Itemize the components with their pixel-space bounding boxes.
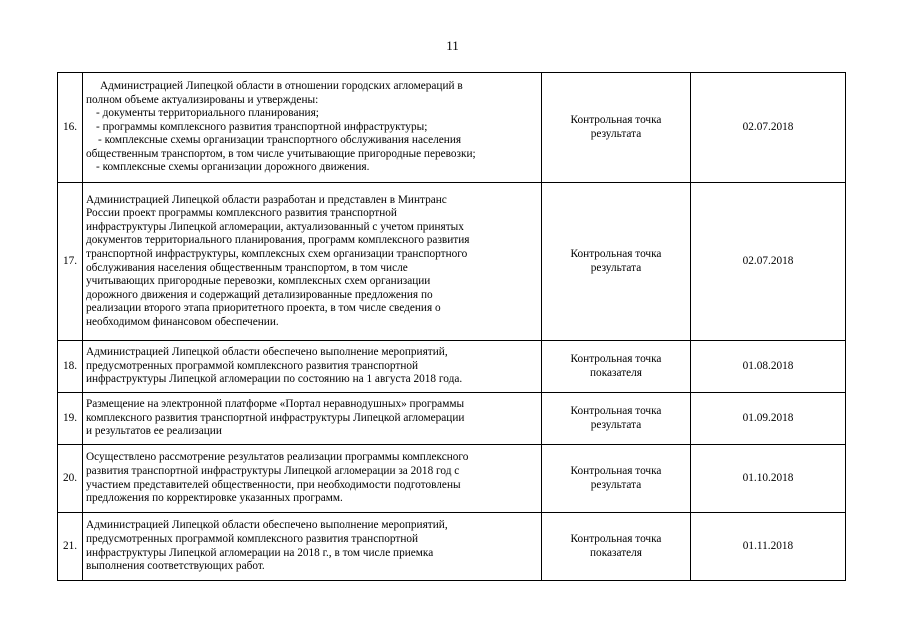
description-line: инфраструктуры Липецкой агломерации на 2018 г., в том числе приемка: [86, 546, 434, 559]
row-date: 01.11.2018: [691, 513, 846, 581]
type-line: Контрольная точка: [570, 113, 662, 126]
description-line: предложения по корректировке указанных программ.: [86, 492, 343, 505]
description-line: учитывающих пригородные перевозки, комплексных схем организации: [86, 275, 431, 288]
row-description: [83, 393, 542, 445]
table-row: [58, 393, 846, 445]
description-line: Размещение на электронной платформе «Портал неравнодушных» программы: [86, 398, 465, 411]
type-line: показателя: [590, 546, 642, 559]
description-line: Администрацией Липецкой области обеспечено выполнение мероприятий,: [86, 519, 448, 532]
row-number: 16.: [58, 73, 83, 183]
type-line: Контрольная точка: [570, 247, 662, 260]
type-line: результата: [590, 261, 642, 274]
row-type: [542, 73, 691, 183]
table-row: [58, 341, 846, 393]
type-line: показателя: [590, 366, 642, 379]
description-line: - комплексные схемы организации транспортного обслуживания населения: [98, 134, 462, 147]
row-type: [542, 513, 691, 581]
row-number: 20.: [58, 445, 83, 513]
description-line: предусмотренных программой комплексного развития транспортной: [86, 532, 419, 545]
description-line: дорожного движения и содержащий детализированные предложения по: [86, 288, 433, 301]
row-type: [542, 341, 691, 393]
description-line: транспортной инфраструктуры, комплексных схем организации транспортного: [86, 247, 468, 260]
row-type: [542, 183, 691, 341]
page-number: 11: [446, 38, 459, 53]
table-row: [58, 445, 846, 513]
row-description: [83, 513, 542, 581]
description-line: обслуживания населения общественным транспортом, в том числе: [86, 261, 408, 274]
row-description: [83, 73, 542, 183]
description-line: развития транспортной инфраструктуры Липецкой агломерации за 2018 год с: [86, 464, 460, 477]
description-line: Администрацией Липецкой области разработан и представлен в Минтранс: [86, 193, 447, 206]
type-line: Контрольная точка: [570, 352, 662, 365]
description-line: - комплексные схемы организации дорожного движения.: [96, 161, 370, 174]
row-type: [542, 393, 691, 445]
description-line: России проект программы комплексного развития транспортной: [86, 207, 397, 220]
description-line: Осуществлено рассмотрение результатов реализации программы комплексного: [86, 451, 469, 464]
description-line: - документы территориального планирования;: [96, 107, 319, 120]
description-line: реализации второго этапа приоритетного проекта, в том числе сведения о: [86, 302, 441, 315]
row-description: [83, 445, 542, 513]
description-line: предусмотренных программой комплексного развития транспортной: [86, 359, 419, 372]
description-line: - программы комплексного развития транспортной инфраструктуры;: [96, 120, 428, 133]
type-line: результата: [590, 418, 642, 431]
row-type: [542, 445, 691, 513]
row-date: 01.10.2018: [691, 445, 846, 513]
type-line: Контрольная точка: [570, 404, 662, 417]
description-line: и результатов ее реализации: [86, 425, 222, 438]
milestones-table: [57, 72, 846, 581]
type-line: Контрольная точка: [570, 464, 662, 477]
description-line: полном объеме актуализированы и утверждены:: [86, 93, 319, 106]
row-description: [83, 341, 542, 393]
description-line: необходимом финансовом обеспечении.: [86, 315, 279, 328]
row-number: 18.: [58, 341, 83, 393]
description-line: документов территориального планирования, программ комплексного развития: [86, 234, 470, 247]
description-line: Администрацией Липецкой области обеспечено выполнение мероприятий,: [86, 346, 448, 359]
description-line: Администрацией Липецкой области в отношении городских агломераций в: [100, 79, 463, 92]
row-date: 02.07.2018: [691, 73, 846, 183]
row-number: 21.: [58, 513, 83, 581]
description-line: общественным транспортом, в том числе учитывающие пригородные перевозки;: [86, 147, 476, 160]
type-line: Контрольная точка: [570, 532, 662, 545]
description-line: участием представителей общественности, при необходимости подготовлены: [86, 478, 461, 491]
row-description: [83, 183, 542, 341]
row-date: 01.08.2018: [691, 341, 846, 393]
table-row: [58, 183, 846, 341]
row-date: 01.09.2018: [691, 393, 846, 445]
description-line: выполнения соответствующих работ.: [86, 560, 265, 573]
description-line: комплексного развития транспортной инфраструктуры Липецкой агломерации: [86, 411, 465, 424]
row-date: 02.07.2018: [691, 183, 846, 341]
row-number: 19.: [58, 393, 83, 445]
table-row: [58, 513, 846, 581]
description-line: инфраструктуры Липецкой агломерации по состоянию на 1 августа 2018 года.: [86, 373, 463, 386]
type-line: результата: [590, 478, 642, 491]
row-number: 17.: [58, 183, 83, 341]
description-line: инфраструктуры Липецкой агломерации, актуализованный с учетом принятых: [86, 220, 464, 233]
type-line: результата: [590, 127, 642, 140]
table-row: [58, 73, 846, 183]
